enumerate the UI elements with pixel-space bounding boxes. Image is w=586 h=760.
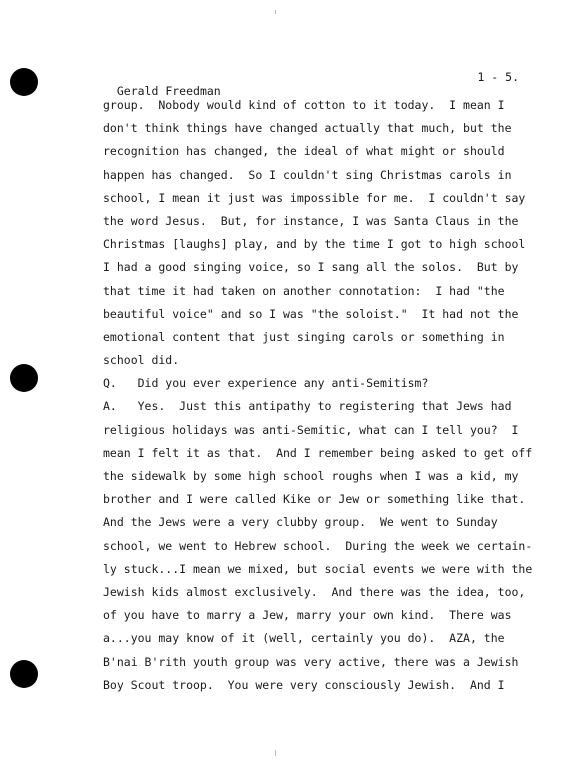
transcript-line: school, I mean it just was impossible for me. I couldn't say: [103, 190, 526, 205]
scan-mark-top: [275, 10, 276, 14]
transcript-line: recognition has changed, the ideal of what might or should: [103, 144, 505, 159]
transcript-line: Jewish kids almost exclusively. And there was the idea, too,: [103, 584, 526, 599]
transcript-line: brother and I were called Kike or Jew or something like that.: [103, 492, 526, 507]
transcript-line: the word Jesus. But, for instance, I was Santa Claus in the: [103, 213, 519, 228]
transcript-line: B'nai B'rith youth group was very active, there was a Jewish: [103, 654, 519, 669]
transcript-line: ly stuck...I mean we mixed, but social events we were with the: [103, 561, 533, 576]
transcript-line: emotional content that just singing carols or something in: [103, 329, 505, 344]
transcript-line: A. Yes. Just this antipathy to registering that Jews had: [103, 399, 512, 414]
transcript-line: of you have to marry a Jew, marry your own kind. There was: [103, 608, 512, 623]
transcript-line: And the Jews were a very clubby group. We went to Sunday: [103, 515, 498, 530]
transcript-line: religious holidays was anti-Semitic, what can I tell you? I: [103, 422, 519, 437]
interviewee-name: Gerald Freedman: [116, 84, 221, 98]
transcript-line: mean I felt it as that. And I remember being asked to get off: [103, 445, 533, 460]
transcript-line: a...you may know of it (well, certainly you do). AZA, the: [103, 631, 505, 646]
transcript-line: beautiful voice" and so I was "the soloist." It had not the: [103, 306, 519, 321]
page-number: 1 - 5.: [477, 70, 519, 84]
transcript-line: the sidewalk by some high school roughs when I was a kid, my: [103, 469, 519, 483]
transcript-body: [103, 98, 533, 701]
transcript-line: Boy Scout troop. You were very consciously Jewish. And I: [103, 677, 505, 692]
transcript-line: happen has changed. So I couldn't sing Christmas carols in: [103, 167, 512, 182]
transcript-line: Q. Did you ever experience any anti-Semitism?: [103, 376, 429, 391]
binder-hole-top: [10, 68, 38, 96]
transcript-line: school did.: [103, 353, 180, 368]
scan-mark-bottom: [275, 750, 276, 756]
binder-hole-bottom: [10, 660, 38, 688]
transcript-line: that time it had taken on another connotation: I had "the: [103, 283, 505, 298]
transcript-line: group. Nobody would kind of cotton to it today. I mean I: [103, 98, 505, 112]
transcript-line: don't think things have changed actually that much, but the: [103, 121, 512, 136]
transcript-line: school, we went to Hebrew school. During the week we certain-: [103, 538, 533, 553]
transcript-line: I had a good singing voice, so I sang all the solos. But by: [103, 260, 519, 275]
transcript-line: Christmas [laughs] play, and by the time I got to high school: [103, 237, 526, 252]
binder-hole-middle: [10, 364, 38, 392]
